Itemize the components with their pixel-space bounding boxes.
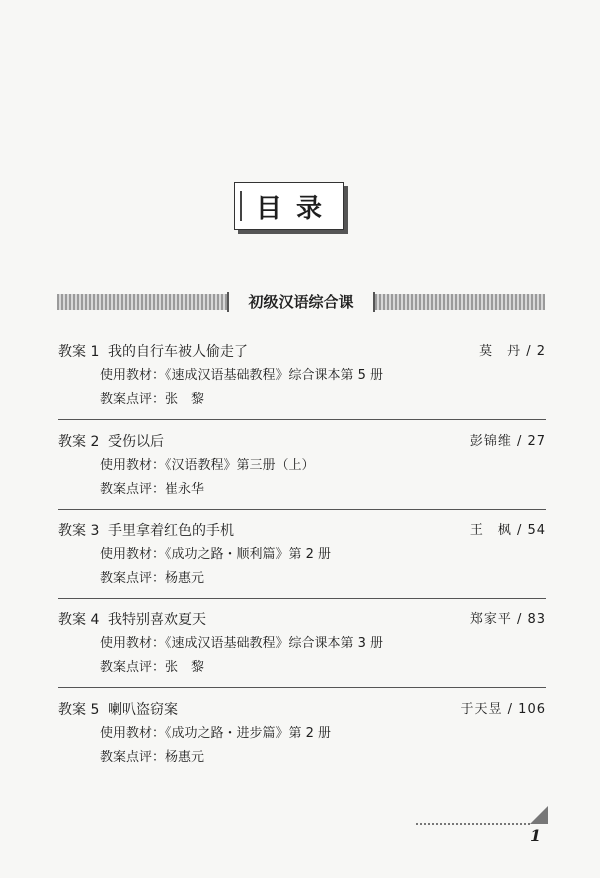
page-title: 目录 [255, 193, 336, 224]
lesson-review: 教案点评：张 黎 [100, 392, 205, 407]
lesson-material: 使用教材：《汉语教程》第三册（上） [100, 458, 315, 473]
page-title-box [234, 182, 344, 230]
entry-divider [58, 509, 546, 510]
lesson-author-page: 王 枫 / 54 [469, 523, 546, 538]
section-header [57, 292, 545, 312]
toc-entry[interactable] [58, 608, 546, 680]
footer-dotted-rule [416, 823, 530, 825]
lesson-number: 教案 5 [58, 702, 100, 718]
lesson-review: 教案点评：杨惠元 [100, 571, 205, 586]
lesson-number: 教案 1 [58, 344, 100, 360]
toc-entry[interactable] [58, 698, 546, 770]
footer-corner-triangle [530, 806, 548, 824]
lesson-title[interactable]: 我的自行车被人偷走了 [108, 344, 248, 360]
lesson-review: 教案点评：张 黎 [100, 660, 205, 675]
lesson-material: 使用教材：《速成汉语基础教程》综合课本第 3 册 [100, 636, 384, 651]
section-stripe-right [375, 294, 545, 310]
lesson-review: 教案点评：杨惠元 [100, 750, 205, 765]
lesson-number: 教案 2 [58, 434, 100, 450]
lesson-material: 使用教材：《速成汉语基础教程》综合课本第 5 册 [100, 368, 384, 383]
lesson-title[interactable]: 喇叭盗窃案 [108, 702, 178, 718]
entry-divider [58, 598, 546, 599]
lesson-material: 使用教材：《成功之路・进步篇》第 2 册 [100, 726, 332, 741]
section-stripe-left [57, 294, 227, 310]
lesson-author-page: 彭锦维 / 27 [469, 434, 546, 449]
toc-entry[interactable] [58, 340, 546, 412]
section-title: 初级汉语综合课 [227, 292, 375, 312]
entry-divider [58, 419, 546, 420]
lesson-title[interactable]: 受伤以后 [108, 434, 164, 450]
lesson-title[interactable]: 手里拿着红色的手机 [108, 523, 234, 539]
lesson-author-page: 郑家平 / 83 [469, 612, 546, 627]
lesson-review: 教案点评：崔永华 [100, 482, 205, 497]
lesson-material: 使用教材：《成功之路・顺利篇》第 2 册 [100, 547, 332, 562]
lesson-number: 教案 4 [58, 612, 100, 628]
lesson-author-page: 于天昱 / 106 [460, 702, 546, 717]
entry-divider [58, 687, 546, 688]
toc-entry[interactable] [58, 430, 546, 502]
toc-entry[interactable] [58, 519, 546, 591]
page-number: 1 [530, 826, 542, 845]
lesson-number: 教案 3 [58, 523, 100, 539]
lesson-title[interactable]: 我特别喜欢夏天 [108, 612, 206, 628]
lesson-author-page: 莫 丹 / 2 [479, 344, 546, 359]
